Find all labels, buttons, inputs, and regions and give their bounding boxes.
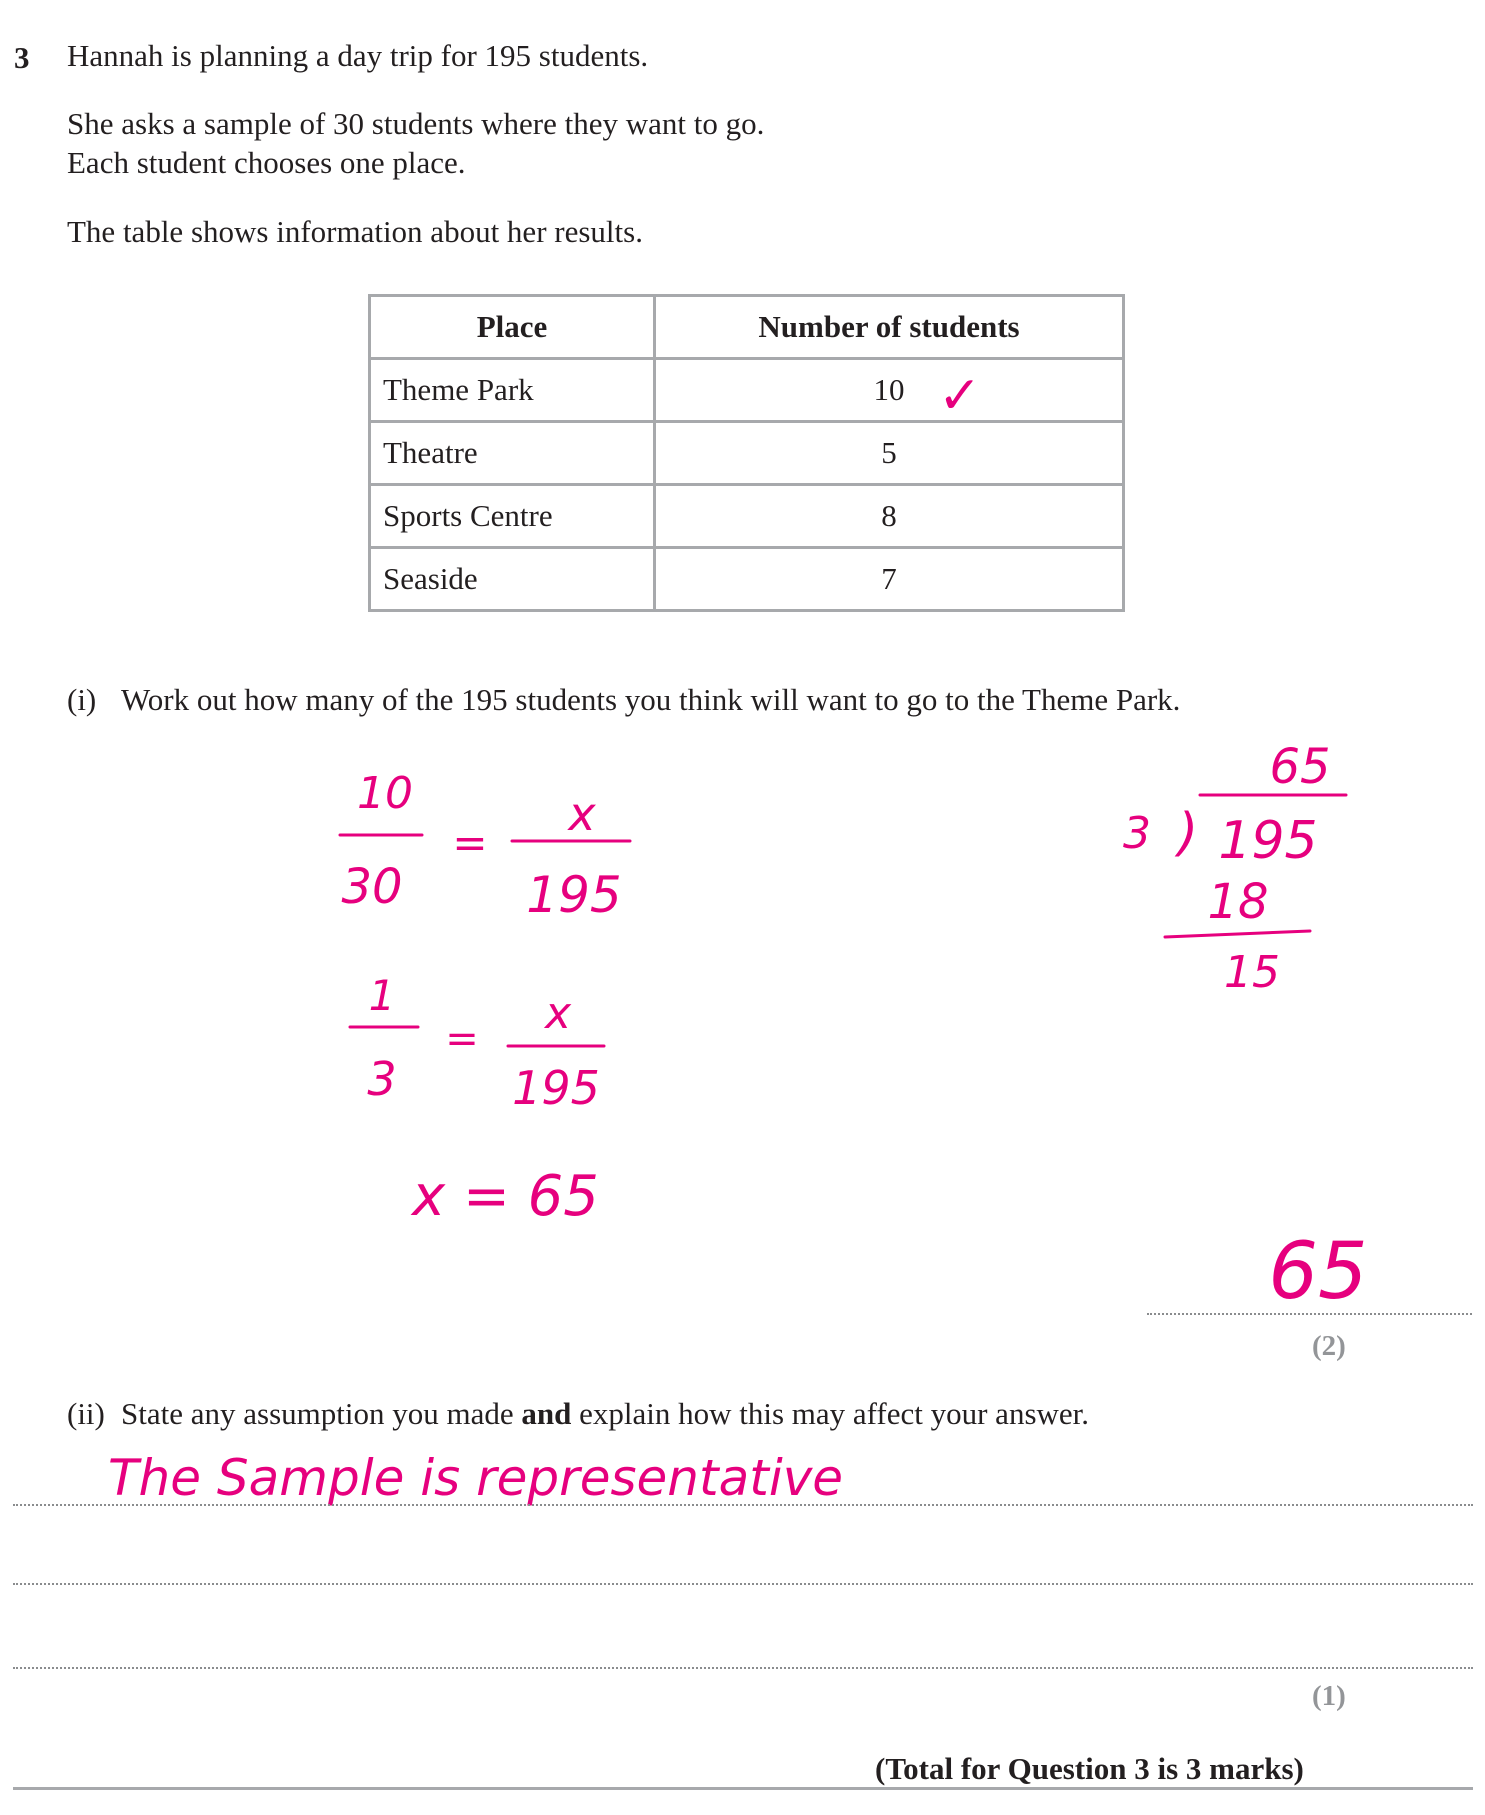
bottom-rule	[13, 1787, 1473, 1790]
marks-part-ii: (1)	[1312, 1680, 1346, 1712]
hw-frac2b-denominator: 195	[512, 1061, 600, 1115]
question-line-sample: She asks a sample of 30 students where they want to go.	[67, 106, 765, 141]
hw-answer-i: 65	[1268, 1227, 1368, 1317]
place-cell: Theme Park	[370, 359, 655, 422]
answer-line-ii-1	[13, 1504, 1473, 1506]
question-line-table: The table shows information about her results.	[67, 214, 643, 249]
question-line-choice: Each student chooses one place.	[67, 145, 466, 180]
column-header-place: Place	[370, 296, 655, 359]
hw-div-bracket: )	[1177, 803, 1199, 863]
question-number: 3	[14, 40, 30, 75]
part-ii-label: (ii)	[67, 1396, 105, 1431]
place-cell: Sports Centre	[370, 485, 655, 548]
part-i-text: Work out how many of the 195 students you think will want to go to the Theme Park.	[121, 682, 1181, 717]
hw-equals-2: =	[445, 1016, 479, 1062]
hw-div-dividend: 195	[1218, 811, 1318, 871]
hw-div-divisor: 3	[1123, 808, 1151, 859]
marks-part-i: (2)	[1312, 1330, 1346, 1362]
hw-answer-ii: The Sample is representative	[108, 1449, 844, 1507]
answer-line-ii-3	[13, 1667, 1473, 1669]
count-cell: 8	[655, 485, 1124, 548]
column-header-count: Number of students	[655, 296, 1124, 359]
hw-div-remainder: 15	[1224, 947, 1280, 998]
hw-frac1-denominator: 30	[341, 859, 403, 915]
hw-div-quotient: 65	[1269, 739, 1331, 795]
tick-mark-icon: ✓	[938, 366, 982, 426]
count-cell: 5	[655, 422, 1124, 485]
answer-line-ii-2	[13, 1583, 1473, 1585]
part-ii-text-after: explain how this may affect your answer.	[579, 1396, 1090, 1431]
answer-line-i	[1147, 1313, 1472, 1315]
question-total: (Total for Question 3 is 3 marks)	[875, 1751, 1304, 1786]
hw-equals-1: =	[452, 818, 488, 867]
place-cell: Theatre	[370, 422, 655, 485]
part-i-label: (i)	[67, 682, 97, 717]
place-cell: Seaside	[370, 548, 655, 611]
count-cell: 10	[655, 359, 1124, 422]
hw-result: x = 65	[412, 1164, 599, 1229]
hw-frac2-denominator: 3	[367, 1052, 397, 1106]
hw-frac1b-numerator: x	[568, 787, 596, 841]
part-ii-text-before: State any assumption you made	[121, 1396, 514, 1431]
question-intro: Hannah is planning a day trip for 195 students.	[67, 38, 649, 73]
hw-frac1b-denominator: 195	[526, 866, 622, 924]
hw-div-sub-line	[1165, 931, 1310, 937]
hw-frac1-numerator: 10	[357, 768, 413, 819]
hw-frac2b-numerator: x	[544, 988, 572, 1039]
hw-div-subtract: 18	[1207, 874, 1269, 930]
hw-frac2-numerator: 1	[368, 971, 396, 1020]
count-cell: 7	[655, 548, 1124, 611]
part-ii-text	[121, 1398, 1089, 1429]
part-ii-text-bold: and	[521, 1396, 572, 1431]
